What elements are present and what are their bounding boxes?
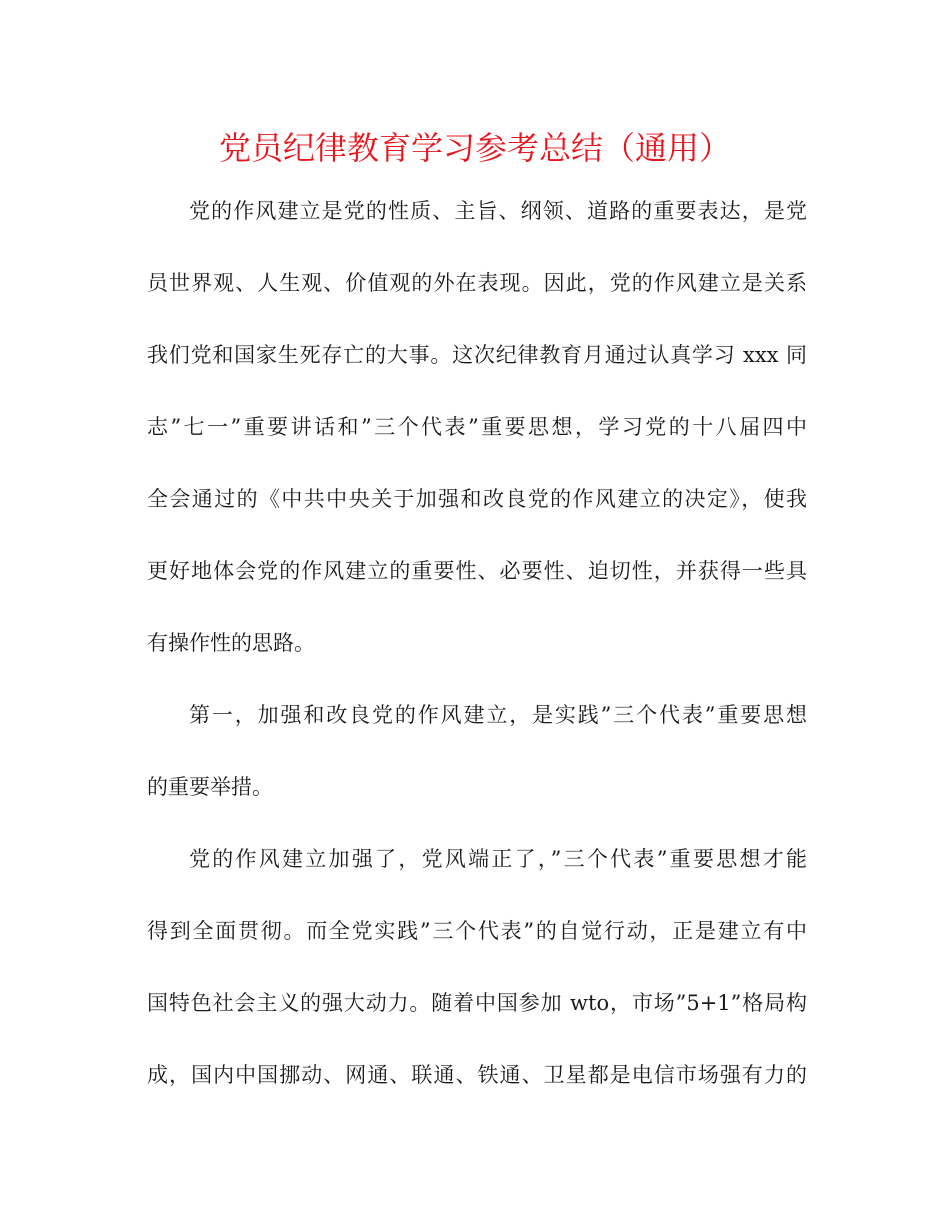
document-body bbox=[147, 175, 807, 1111]
paragraph-line: 得到全面贯彻。而全党实践”三个代表”的自觉行动，正是建立有中 bbox=[147, 919, 807, 943]
paragraph-line: 第一，加强和改良党的作风建立，是实践”三个代表”重要思想 bbox=[189, 703, 807, 727]
paragraph-line: 全会通过的《中共中央关于加强和改良党的作风建立的决定》，使我 bbox=[147, 487, 807, 511]
paragraph-line: 党的作风建立是党的性质、主旨、纲领、道路的重要表达，是党 bbox=[189, 199, 807, 223]
paragraph-line: 有操作性的思路。 bbox=[147, 631, 315, 655]
paragraph-line: 更好地体会党的作风建立的重要性、必要性、迫切性，并获得一些具 bbox=[147, 559, 807, 583]
paragraph-line: 党的作风建立加强了，党风端正了，”三个代表”重要思想才能 bbox=[189, 847, 807, 871]
paragraph-line: 我们党和国家生死存亡的大事。这次纪律教育月通过认真学习 xxx 同 bbox=[147, 343, 807, 367]
paragraph-line: 志”七一”重要讲话和”三个代表”重要思想，学习党的十八届四中 bbox=[147, 415, 807, 439]
paragraph-line: 成，国内中国挪动、网通、联通、铁通、卫星都是电信市场强有力的 bbox=[147, 1063, 807, 1087]
paragraph-line: 员世界观、人生观、价值观的外在表现。因此，党的作风建立是关系 bbox=[147, 271, 807, 295]
document-title: 党员纪律教育学习参考总结（通用） bbox=[218, 129, 731, 167]
paragraph-line: 国特色社会主义的强大动力。随着中国参加 wto，市场”5+1”格局构 bbox=[147, 991, 807, 1015]
paragraph-line: 的重要举措。 bbox=[147, 775, 273, 799]
